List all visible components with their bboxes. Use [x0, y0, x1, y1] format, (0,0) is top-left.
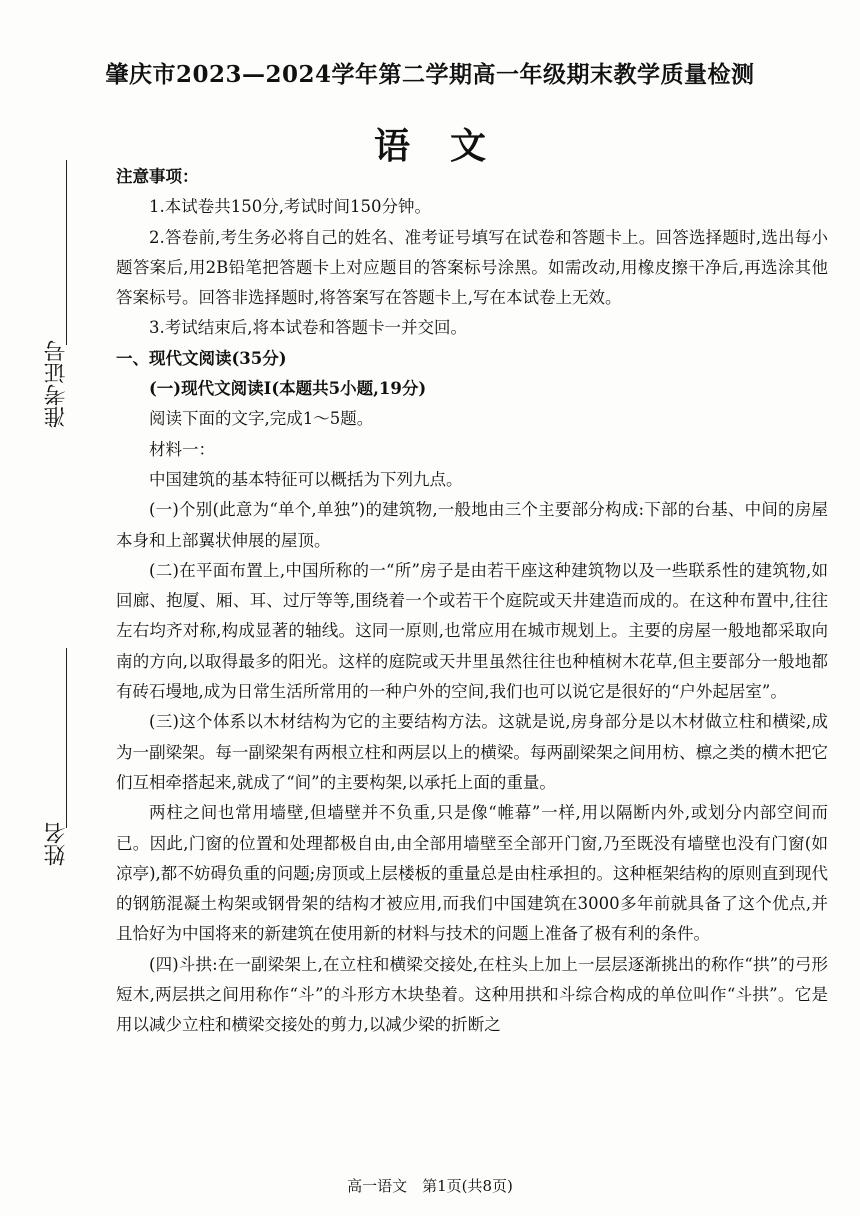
- material-label: 材料一：: [149, 439, 215, 459]
- material-paragraph-4: (三)这个体系以木材结构为它的主要结构方法。这就是说,房身部分是以木材做立柱和横梁,成为一副梁架。每一副梁架有两根立柱和两层以上的横梁。每两副梁架之间用枋、檩之类的横木把它们互相牵搭起来,就成了“间”的主要构架,以承托上面的重量。: [116, 712, 828, 792]
- section-instruction: 阅读下面的文字,完成1～5题。: [149, 409, 374, 429]
- name-line: [66, 648, 67, 828]
- material-paragraph-1: 中国建筑的基本特征可以概括为下列九点。: [149, 469, 463, 489]
- exam-number-line: [66, 160, 67, 345]
- exam-body: [116, 162, 828, 1041]
- material-paragraph-3: (二)在平面布置上,中国所称的一“所”房子是由若干座这种建筑物以及一些联系性的建筑物,如回廊、抱厦、厢、耳、过厅等等,围绕着一个或若干个庭院或天井建造而成的。在这种布置中,往往左右均齐对称,构成显著的轴线。这同一原则,也常应用在城市规划上。主要的房屋一般地都采取向南的方向,以取得最多的阳光。这样的庭院或天井里虽然往往也种植树木花草,但主要部分一般地都有砖石墁地,成为日常生活所常用的一种户外的空间,我们也可以说它是很好的“户外起居室”。: [116, 560, 828, 702]
- notice-item-1: 1.本试卷共150分,考试时间150分钟。: [149, 197, 431, 217]
- notice-item-3: 3.考试结束后,将本试卷和答题卡一并交回。: [149, 318, 467, 338]
- material-paragraph-6: (四)斗拱:在一副梁架上,在立柱和横梁交接处,在柱头上加上一层层逐渐挑出的称作“拱”的弓形短木,两层拱之间用称作“斗”的斗形方木块垫着。这种用拱和斗综合构成的单位叫作“斗拱”。它是用以减少立柱和横梁交接处的剪力,以减少梁的折断之: [116, 954, 828, 1035]
- exam-title: 肇庆市2023—2024学年第二学期高一年级期末教学质量检测: [105, 61, 755, 88]
- subject-title: 语文: [373, 125, 526, 167]
- name-label: 姓名: [44, 822, 69, 866]
- section-subheading: (一)现代文阅读Ⅰ(本题共5小题,19分): [149, 379, 427, 399]
- notice-heading: 注意事项：: [116, 167, 199, 186]
- exam-number-label: 准考证号: [44, 340, 69, 428]
- material-paragraph-2: (一)个别(此意为“单个,单独”)的建筑物,一般地由三个主要部分构成:下部的台基、中间的房屋本身和上部翼状伸展的屋顶。: [116, 500, 828, 550]
- section-heading: 一、现代文阅读(35分): [116, 348, 287, 368]
- material-paragraph-5: 两柱之间也常用墙壁,但墙壁并不负重,只是像“帷幕”一样,用以隔断内外,或划分内部空间而已。因此,门窗的位置和处理都极自由,由全部用墙壁至全部开门窗,乃至既没有墙壁也没有门窗(如凉亭),都不妨碍负重的问题;房顶或上层楼板的重量总是由柱承担的。这种框架结构的原则直到现代的钢筋混凝土构架或钢骨架的结构才被应用,而我们中国建筑在3000多年前就具备了这个优点,并且恰好为中国将来的新建筑在使用新的材料与技术的问题上准备了极有利的条件。: [116, 803, 829, 944]
- notice-item-2: 2.答卷前,考生务必将自己的姓名、准考证号填写在试卷和答题卡上。回答选择题时,选出每小题答案后,用2B铅笔把答题卡上对应题目的答案标号涂黑。如需改动,用橡皮擦干净后,再选涂其他答案标号。回答非选择题时,将答案写在答题卡上,写在本试卷上无效。: [116, 227, 828, 308]
- page-footer: 高一语文 第1页(共8页): [347, 1177, 513, 1195]
